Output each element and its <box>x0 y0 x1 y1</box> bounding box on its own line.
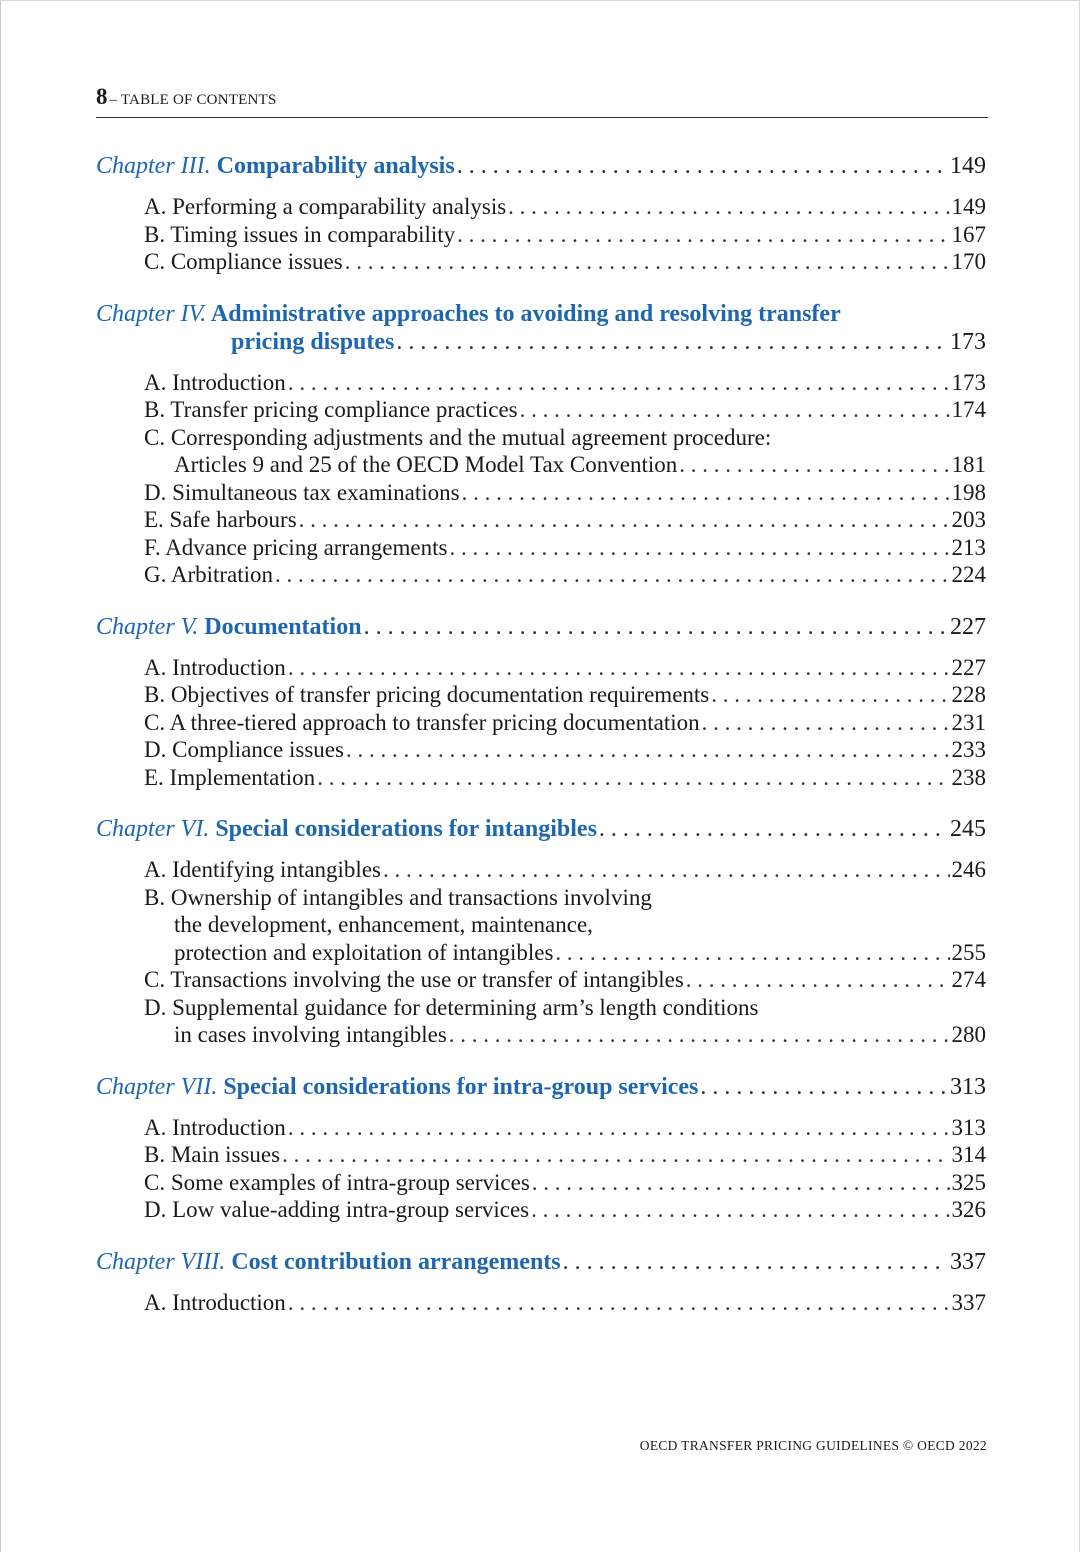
toc-entry-line <box>144 884 986 912</box>
page-ref: 149 <box>950 153 986 179</box>
toc-entry[interactable] <box>144 709 986 737</box>
section-list <box>96 1114 986 1224</box>
dot-leader <box>702 709 950 737</box>
toc-entry-line <box>144 1196 986 1224</box>
section-title: A. Introduction <box>144 369 286 395</box>
chapter-title-text: Documentation <box>204 613 362 640</box>
toc-entry-line <box>144 1021 986 1049</box>
toc-entry-line <box>144 1169 986 1197</box>
section-title: in cases involving intangibles <box>174 1022 447 1047</box>
toc-entry[interactable] <box>144 221 986 249</box>
header-rule <box>96 117 988 118</box>
page-ref: 246 <box>951 857 986 882</box>
page-ref: 233 <box>951 737 986 762</box>
chapter-title-text: Cost contribution arrangements <box>231 1248 561 1275</box>
section-list <box>96 193 986 276</box>
page-ref: 227 <box>950 613 986 640</box>
section-title: B. Timing issues in comparability <box>144 221 456 247</box>
dot-leader <box>563 1248 948 1276</box>
section-list <box>96 654 986 792</box>
page-ref: 337 <box>951 1289 986 1315</box>
page-ref: 203 <box>951 507 986 532</box>
toc-entry[interactable] <box>144 369 986 397</box>
chapter-block <box>96 300 986 589</box>
page-ref: 280 <box>951 1022 986 1047</box>
dot-leader <box>679 451 949 479</box>
section-title: Articles 9 and 25 of the OECD Model Tax Convention <box>174 452 678 477</box>
chapter-heading-line <box>96 815 986 843</box>
chapter-title <box>96 1248 561 1276</box>
toc-entry-line <box>144 966 986 994</box>
chapter-title-text: Comparability analysis <box>216 153 455 179</box>
dot-leader <box>531 1196 949 1224</box>
toc-entry[interactable] <box>144 534 986 562</box>
section-title: E. Implementation <box>144 764 316 790</box>
page-ref: 274 <box>951 967 986 992</box>
section-title: C. Corresponding adjustments and the mutual agreement procedure: <box>144 424 772 450</box>
chapter-heading-line <box>96 328 986 356</box>
toc-entry-line <box>144 939 986 967</box>
toc-entry-line <box>144 1289 986 1317</box>
section-title: the development, enhancement, maintenance, <box>174 912 593 937</box>
toc-entry-line <box>144 396 986 424</box>
toc-entry[interactable] <box>144 736 986 764</box>
running-header <box>96 84 988 110</box>
section-title: A. Introduction <box>144 1289 286 1315</box>
page-ref: 326 <box>951 1197 986 1222</box>
dot-leader <box>449 1021 950 1049</box>
section-title: F. Advance pricing arrangements <box>144 534 448 560</box>
chapter-heading-line <box>96 152 986 180</box>
table-of-contents <box>96 152 986 1340</box>
dot-leader <box>288 1114 950 1142</box>
toc-entry[interactable] <box>144 1169 986 1197</box>
toc-entry[interactable] <box>144 506 986 534</box>
chapter-heading[interactable] <box>96 152 986 180</box>
section-title: B. Objectives of transfer pricing documentation requirements <box>144 682 710 707</box>
chapter-label: Chapter VIII. <box>96 1248 226 1275</box>
toc-entry[interactable] <box>144 193 986 221</box>
page-ref: 314 <box>951 1142 986 1167</box>
chapter-label: Chapter IV. <box>96 300 207 327</box>
toc-entry-line <box>144 1141 986 1169</box>
dot-leader <box>555 939 949 967</box>
dot-leader <box>346 736 950 764</box>
chapter-label: Chapter V. <box>96 613 199 640</box>
section-title: D. Simultaneous tax examinations <box>144 479 460 505</box>
section-list <box>96 369 986 589</box>
dot-leader <box>508 193 949 221</box>
chapter-heading-line <box>96 1248 986 1276</box>
page-ref: 173 <box>950 328 986 355</box>
dot-leader <box>520 396 950 424</box>
dot-leader <box>686 966 950 994</box>
page-ref: 227 <box>951 654 986 680</box>
section-title: G. Arbitration <box>144 562 274 587</box>
toc-entry-line <box>144 451 986 479</box>
chapter-title <box>96 152 455 180</box>
dot-leader <box>299 506 950 534</box>
toc-entry[interactable] <box>144 856 986 884</box>
section-title: D. Low value-adding intra-group services <box>144 1197 530 1222</box>
dot-leader <box>462 479 950 507</box>
toc-entry-line <box>144 856 986 884</box>
toc-entry-line <box>144 681 986 709</box>
toc-entry[interactable] <box>144 1141 986 1169</box>
page-ref: 174 <box>951 397 986 422</box>
section-title: D. Compliance issues <box>144 737 344 762</box>
toc-entry[interactable] <box>144 1289 986 1317</box>
chapter-heading[interactable] <box>96 1073 986 1101</box>
toc-entry-line <box>144 221 986 249</box>
chapter-label: Chapter VII. <box>96 1073 218 1100</box>
page-ref: 337 <box>950 1248 986 1275</box>
chapter-label: Chapter VI. <box>96 816 210 842</box>
section-title: protection and exploitation of intangibles <box>174 939 554 965</box>
dot-leader <box>599 815 948 843</box>
section-title: A. Identifying intangibles <box>144 857 381 882</box>
section-list <box>96 856 986 1049</box>
dot-leader <box>711 681 949 709</box>
page-ref: 149 <box>951 194 986 219</box>
dot-leader <box>396 328 948 356</box>
dot-leader <box>457 221 949 249</box>
dot-leader <box>288 654 950 682</box>
chapter-heading[interactable] <box>96 613 986 641</box>
page-ref: 325 <box>951 1169 986 1195</box>
page-ref: 313 <box>950 1073 986 1100</box>
toc-entry-line <box>144 736 986 764</box>
chapter-title <box>96 815 597 843</box>
footer-copyright: OECD TRANSFER PRICING GUIDELINES © OECD 2022 <box>639 1438 987 1453</box>
toc-entry[interactable] <box>144 654 986 682</box>
chapter-heading-line <box>96 1073 986 1101</box>
chapter-title-text: Special considerations for intangibles <box>215 816 597 842</box>
chapter-heading-line <box>96 300 986 328</box>
dot-leader <box>700 1073 948 1101</box>
dot-leader <box>383 856 950 884</box>
page-ref: 228 <box>951 682 986 707</box>
toc-entry-line <box>144 994 986 1022</box>
page-ref: 167 <box>951 221 986 247</box>
chapter-heading[interactable] <box>96 1248 986 1276</box>
toc-entry-line <box>144 479 986 507</box>
dot-leader <box>288 1289 950 1317</box>
chapter-block <box>96 815 986 1049</box>
page-ref: 238 <box>951 764 986 790</box>
toc-entry-line <box>144 764 986 792</box>
section-title: D. Supplemental guidance for determining arm’s length conditions <box>144 994 759 1020</box>
chapter-heading[interactable] <box>96 300 986 356</box>
page-number: 8 <box>96 84 108 109</box>
section-title: B. Transfer pricing compliance practices <box>144 397 518 422</box>
section-title: C. Some examples of intra-group services <box>144 1169 530 1195</box>
dot-leader <box>345 248 950 276</box>
section-title: B. Ownership of intangibles and transactions involving <box>144 884 652 910</box>
page-ref: 245 <box>950 816 986 842</box>
toc-entry[interactable] <box>144 479 986 507</box>
toc-entry-line <box>144 193 986 221</box>
chapter-title-text: pricing disputes <box>231 328 395 355</box>
toc-entry[interactable] <box>144 681 986 709</box>
chapter-block <box>96 1073 986 1224</box>
toc-entry[interactable] <box>144 994 986 1049</box>
chapter-title <box>96 1073 698 1101</box>
section-title: C. Compliance issues <box>144 249 343 274</box>
dot-leader <box>457 152 948 180</box>
chapter-title <box>96 300 841 328</box>
toc-entry-line <box>144 911 986 939</box>
page-ref: 181 <box>951 452 986 477</box>
dot-leader <box>317 764 949 792</box>
chapter-title-text: Administrative approaches to avoiding and resolving transfer <box>210 300 841 327</box>
chapter-block <box>96 1248 986 1317</box>
chapter-label: Chapter III. <box>96 153 211 179</box>
page-ref: 224 <box>951 562 986 587</box>
section-title: B. Main issues <box>144 1142 281 1167</box>
dot-leader <box>288 369 950 397</box>
page-ref: 255 <box>951 939 986 965</box>
chapter-title <box>96 613 362 641</box>
page-ref: 213 <box>951 534 986 560</box>
chapter-block <box>96 613 986 792</box>
dot-leader <box>275 561 949 589</box>
toc-entry[interactable] <box>144 1196 986 1224</box>
toc-entry-line <box>144 248 986 276</box>
section-title: C. A three-tiered approach to transfer pricing documentation <box>144 709 700 735</box>
toc-entry[interactable] <box>144 884 986 967</box>
chapter-block <box>96 152 986 276</box>
toc-entry-line <box>144 1114 986 1142</box>
page-ref: 198 <box>951 479 986 505</box>
header-title: – TABLE OF CONTENTS <box>109 92 277 108</box>
toc-entry-line <box>144 506 986 534</box>
page-ref: 170 <box>951 249 986 274</box>
section-title: C. Transactions involving the use or transfer of intangibles <box>144 967 684 992</box>
toc-entry[interactable] <box>144 966 986 994</box>
page-ref: 313 <box>951 1114 986 1140</box>
toc-entry-line <box>144 709 986 737</box>
toc-entry-line <box>144 534 986 562</box>
section-title: A. Performing a comparability analysis <box>144 194 507 219</box>
dot-leader <box>282 1141 949 1169</box>
page-ref: 231 <box>951 709 986 735</box>
toc-entry-line <box>144 654 986 682</box>
toc-entry[interactable] <box>144 764 986 792</box>
section-title: A. Introduction <box>144 654 286 680</box>
toc-entry[interactable] <box>144 248 986 276</box>
chapter-heading[interactable] <box>96 815 986 843</box>
chapter-heading-line <box>96 613 986 641</box>
section-title: E. Safe harbours <box>144 507 297 532</box>
dot-leader <box>449 534 949 562</box>
toc-entry[interactable] <box>144 561 986 589</box>
section-title: A. Introduction <box>144 1114 286 1140</box>
chapter-title <box>231 328 394 356</box>
dot-leader <box>364 613 948 641</box>
toc-entry[interactable] <box>144 1114 986 1142</box>
toc-entry-line <box>144 424 986 452</box>
dot-leader <box>532 1169 950 1197</box>
section-list <box>96 1289 986 1317</box>
chapter-title-text: Special considerations for intra-group services <box>223 1073 699 1100</box>
page-ref: 173 <box>951 369 986 395</box>
toc-entry[interactable] <box>144 424 986 479</box>
toc-entry-line <box>144 369 986 397</box>
toc-entry-line <box>144 561 986 589</box>
toc-entry[interactable] <box>144 396 986 424</box>
